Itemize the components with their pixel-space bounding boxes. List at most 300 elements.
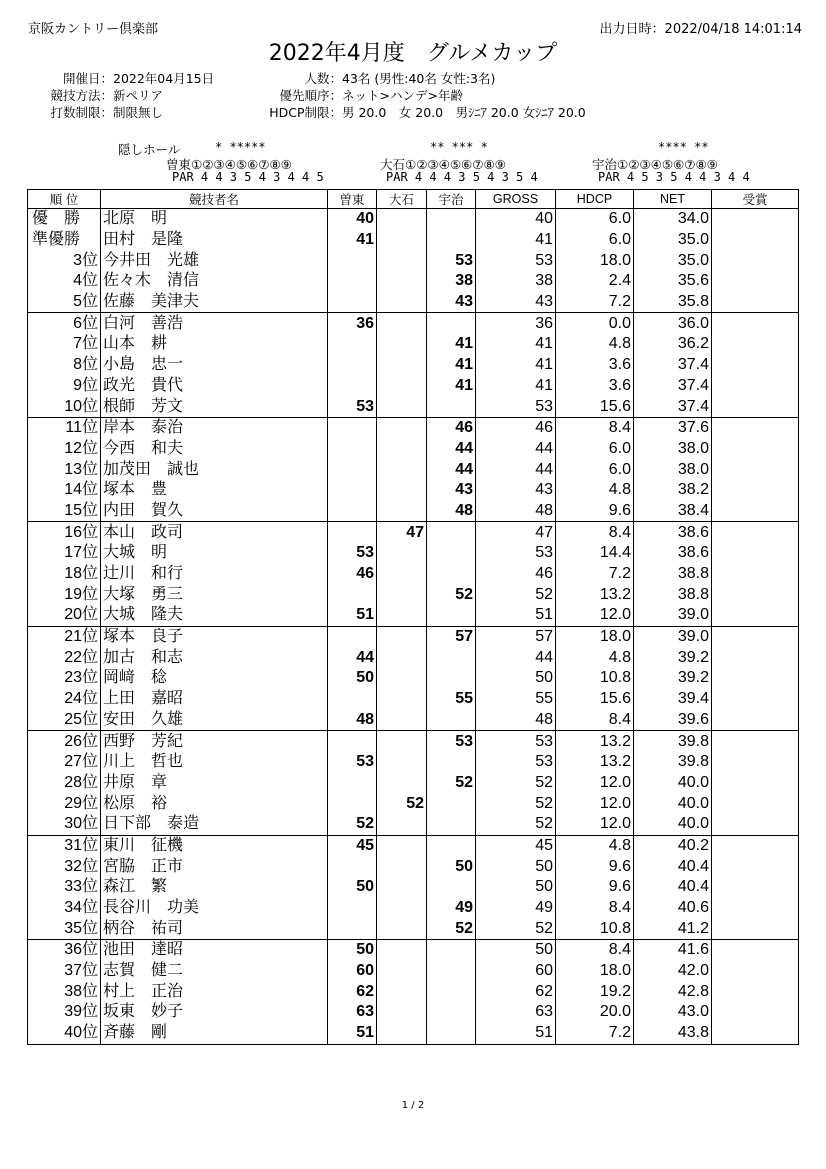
cell-net: 37.4 bbox=[634, 355, 712, 376]
cell-rank: 14位 bbox=[28, 480, 101, 501]
cell-rank: 4位 bbox=[28, 271, 101, 292]
cell-gross: 53 bbox=[476, 752, 556, 773]
cell-gross: 44 bbox=[476, 439, 556, 460]
cell-oishi bbox=[377, 981, 427, 1002]
cell-hdcp: 13.2 bbox=[556, 584, 634, 605]
cell-hdcp: 9.6 bbox=[556, 501, 634, 522]
cell-oishi bbox=[377, 856, 427, 877]
cell-gross: 52 bbox=[476, 793, 556, 814]
cell-name: 松原 裕 bbox=[101, 793, 328, 814]
cell-uji bbox=[427, 647, 476, 668]
cell-sone: 63 bbox=[328, 1002, 377, 1023]
cell-sone: 53 bbox=[328, 543, 377, 564]
cell-gross: 41 bbox=[476, 230, 556, 251]
cell-uji bbox=[427, 835, 476, 856]
cell-name: 塚本 良子 bbox=[101, 626, 328, 647]
cell-uji bbox=[427, 1023, 476, 1044]
results-table bbox=[27, 189, 799, 1045]
cell-oishi bbox=[377, 439, 427, 460]
table-row bbox=[28, 731, 799, 752]
cell-gross: 53 bbox=[476, 250, 556, 271]
cell-net: 35.0 bbox=[634, 250, 712, 271]
cell-net: 39.8 bbox=[634, 731, 712, 752]
cell-gross: 50 bbox=[476, 877, 556, 898]
cell-hdcp: 19.2 bbox=[556, 981, 634, 1002]
cell-name: 志賀 健二 bbox=[101, 961, 328, 982]
cell-uji bbox=[427, 605, 476, 626]
cell-uji: 52 bbox=[427, 918, 476, 939]
cell-sone bbox=[328, 355, 377, 376]
cell-hdcp: 8.4 bbox=[556, 417, 634, 438]
cell-uji: 41 bbox=[427, 376, 476, 397]
cell-rank: 37位 bbox=[28, 961, 101, 982]
table-row bbox=[28, 835, 799, 856]
cell-name: 日下部 泰造 bbox=[101, 814, 328, 835]
cell-name: 塚本 豊 bbox=[101, 480, 328, 501]
cell-gross: 50 bbox=[476, 940, 556, 961]
cell-oishi bbox=[377, 605, 427, 626]
cell-sone bbox=[328, 793, 377, 814]
cell-uji bbox=[427, 752, 476, 773]
cell-hdcp: 8.4 bbox=[556, 522, 634, 543]
cell-rank: 39位 bbox=[28, 1002, 101, 1023]
table-row bbox=[28, 918, 799, 939]
cell-net: 38.6 bbox=[634, 522, 712, 543]
cell-oishi bbox=[377, 1002, 427, 1023]
cell-gross: 52 bbox=[476, 584, 556, 605]
table-row bbox=[28, 961, 799, 982]
cell-award bbox=[712, 918, 799, 939]
cell-name: 大城 明 bbox=[101, 543, 328, 564]
table-row bbox=[28, 417, 799, 438]
cell-oishi bbox=[377, 898, 427, 919]
table-row bbox=[28, 501, 799, 522]
table-row bbox=[28, 940, 799, 961]
competition-method: 競技方法：新ペリア bbox=[50, 88, 164, 103]
table-row bbox=[28, 689, 799, 710]
cell-rank: 12位 bbox=[28, 439, 101, 460]
cell-award bbox=[712, 689, 799, 710]
cell-oishi bbox=[377, 835, 427, 856]
cell-rank: 32位 bbox=[28, 856, 101, 877]
cell-gross: 45 bbox=[476, 835, 556, 856]
cell-sone bbox=[328, 584, 377, 605]
cell-name: 森江 繁 bbox=[101, 877, 328, 898]
cell-gross: 49 bbox=[476, 898, 556, 919]
cell-name: 坂東 妙子 bbox=[101, 1002, 328, 1023]
table-row bbox=[28, 814, 799, 835]
cell-uji bbox=[427, 814, 476, 835]
cell-hdcp: 8.4 bbox=[556, 710, 634, 731]
cell-gross: 48 bbox=[476, 501, 556, 522]
table-row bbox=[28, 752, 799, 773]
cell-name: 大塚 勇三 bbox=[101, 584, 328, 605]
cell-gross: 40 bbox=[476, 209, 556, 230]
cell-hdcp: 7.2 bbox=[556, 1023, 634, 1044]
cell-hdcp: 13.2 bbox=[556, 752, 634, 773]
cell-oishi bbox=[377, 1023, 427, 1044]
cell-gross: 60 bbox=[476, 961, 556, 982]
cell-uji bbox=[427, 793, 476, 814]
cell-award bbox=[712, 835, 799, 856]
cell-uji bbox=[427, 710, 476, 731]
cell-award bbox=[712, 271, 799, 292]
cell-hdcp: 12.0 bbox=[556, 814, 634, 835]
col-header-oishi: 大石 bbox=[377, 190, 427, 209]
cell-net: 34.0 bbox=[634, 209, 712, 230]
table-row bbox=[28, 480, 799, 501]
col-header-net: NET bbox=[634, 190, 712, 209]
course-uji-par: PAR 4 5 3 5 4 4 3 4 4 bbox=[598, 170, 750, 184]
cell-hdcp: 18.0 bbox=[556, 961, 634, 982]
table-row bbox=[28, 1002, 799, 1023]
cell-oishi bbox=[377, 396, 427, 417]
cell-sone: 53 bbox=[328, 752, 377, 773]
cell-name: 東川 征機 bbox=[101, 835, 328, 856]
cell-oishi: 52 bbox=[377, 793, 427, 814]
cell-name: 辻川 和行 bbox=[101, 564, 328, 585]
cell-hdcp: 2.4 bbox=[556, 271, 634, 292]
cell-net: 40.0 bbox=[634, 814, 712, 835]
cell-rank: 10位 bbox=[28, 396, 101, 417]
cell-gross: 41 bbox=[476, 376, 556, 397]
course-sone-par: PAR 4 4 3 5 4 3 4 4 5 bbox=[172, 170, 324, 184]
cell-rank: 35位 bbox=[28, 918, 101, 939]
hidden-hole-stars-oishi: ** *** * bbox=[430, 140, 488, 154]
table-row bbox=[28, 710, 799, 731]
cell-net: 38.8 bbox=[634, 564, 712, 585]
cell-name: 加古 和志 bbox=[101, 647, 328, 668]
cell-gross: 52 bbox=[476, 773, 556, 794]
cell-award bbox=[712, 230, 799, 251]
cell-award bbox=[712, 856, 799, 877]
table-row bbox=[28, 459, 799, 480]
cell-award bbox=[712, 1023, 799, 1044]
cell-gross: 53 bbox=[476, 396, 556, 417]
cell-sone: 36 bbox=[328, 313, 377, 334]
cell-uji bbox=[427, 1002, 476, 1023]
cell-hdcp: 8.4 bbox=[556, 940, 634, 961]
cell-rank: 25位 bbox=[28, 710, 101, 731]
cell-oishi bbox=[377, 584, 427, 605]
cell-net: 35.8 bbox=[634, 292, 712, 313]
cell-uji bbox=[427, 564, 476, 585]
cell-net: 38.8 bbox=[634, 584, 712, 605]
cell-gross: 38 bbox=[476, 271, 556, 292]
cell-award bbox=[712, 647, 799, 668]
cell-name: 大城 隆夫 bbox=[101, 605, 328, 626]
cell-rank: 36位 bbox=[28, 940, 101, 961]
cell-net: 39.8 bbox=[634, 752, 712, 773]
cell-net: 35.6 bbox=[634, 271, 712, 292]
hidden-hole-label: 隠しホール bbox=[118, 142, 181, 157]
cell-uji bbox=[427, 961, 476, 982]
cell-name: 柄谷 祐司 bbox=[101, 918, 328, 939]
cell-award bbox=[712, 480, 799, 501]
cell-oishi bbox=[377, 752, 427, 773]
cell-oishi bbox=[377, 501, 427, 522]
cell-net: 40.2 bbox=[634, 835, 712, 856]
cell-net: 41.2 bbox=[634, 918, 712, 939]
cell-oishi bbox=[377, 334, 427, 355]
col-header-gross: GROSS bbox=[476, 190, 556, 209]
cell-oishi bbox=[377, 877, 427, 898]
cell-uji bbox=[427, 522, 476, 543]
cell-net: 37.4 bbox=[634, 396, 712, 417]
cell-gross: 46 bbox=[476, 564, 556, 585]
cell-net: 39.0 bbox=[634, 626, 712, 647]
cell-uji bbox=[427, 940, 476, 961]
cell-net: 39.6 bbox=[634, 710, 712, 731]
cell-award bbox=[712, 313, 799, 334]
cell-oishi bbox=[377, 480, 427, 501]
cell-name: 今井田 光雄 bbox=[101, 250, 328, 271]
cell-award bbox=[712, 940, 799, 961]
cell-net: 42.0 bbox=[634, 961, 712, 982]
cell-sone bbox=[328, 856, 377, 877]
cell-award bbox=[712, 334, 799, 355]
cell-rank: 24位 bbox=[28, 689, 101, 710]
cell-oishi bbox=[377, 710, 427, 731]
cell-name: 政光 貴代 bbox=[101, 376, 328, 397]
cell-uji: 53 bbox=[427, 731, 476, 752]
cell-oishi bbox=[377, 355, 427, 376]
table-row bbox=[28, 793, 799, 814]
cell-net: 40.4 bbox=[634, 877, 712, 898]
cell-award bbox=[712, 396, 799, 417]
cell-uji: 52 bbox=[427, 773, 476, 794]
cell-net: 37.6 bbox=[634, 417, 712, 438]
cell-gross: 44 bbox=[476, 647, 556, 668]
cell-name: 宮脇 正市 bbox=[101, 856, 328, 877]
cell-uji: 55 bbox=[427, 689, 476, 710]
cell-sone bbox=[328, 898, 377, 919]
cell-uji bbox=[427, 230, 476, 251]
cell-sone bbox=[328, 459, 377, 480]
cell-sone bbox=[328, 334, 377, 355]
cell-sone: 51 bbox=[328, 605, 377, 626]
cell-oishi bbox=[377, 543, 427, 564]
cell-award bbox=[712, 668, 799, 689]
cell-hdcp: 15.6 bbox=[556, 396, 634, 417]
table-row bbox=[28, 773, 799, 794]
cell-oishi bbox=[377, 292, 427, 313]
cell-rank: 31位 bbox=[28, 835, 101, 856]
cell-rank: 26位 bbox=[28, 731, 101, 752]
cell-award bbox=[712, 209, 799, 230]
cell-uji bbox=[427, 209, 476, 230]
cell-rank: 15位 bbox=[28, 501, 101, 522]
cell-award bbox=[712, 1002, 799, 1023]
cell-rank: 19位 bbox=[28, 584, 101, 605]
cell-oishi bbox=[377, 814, 427, 835]
cell-oishi bbox=[377, 918, 427, 939]
cell-hdcp: 0.0 bbox=[556, 313, 634, 334]
cell-name: 今西 和夫 bbox=[101, 439, 328, 460]
table-row bbox=[28, 355, 799, 376]
cell-hdcp: 4.8 bbox=[556, 835, 634, 856]
cell-sone bbox=[328, 480, 377, 501]
cell-award bbox=[712, 814, 799, 835]
cell-name: 井原 章 bbox=[101, 773, 328, 794]
cell-oishi bbox=[377, 668, 427, 689]
cell-net: 36.2 bbox=[634, 334, 712, 355]
cell-sone bbox=[328, 439, 377, 460]
table-row bbox=[28, 564, 799, 585]
cell-award bbox=[712, 501, 799, 522]
cell-hdcp: 4.8 bbox=[556, 647, 634, 668]
cell-rank: 23位 bbox=[28, 668, 101, 689]
cell-sone bbox=[328, 501, 377, 522]
cell-hdcp: 9.6 bbox=[556, 877, 634, 898]
cell-rank: 40位 bbox=[28, 1023, 101, 1044]
hidden-hole-stars-uji: **** ** bbox=[658, 140, 709, 154]
cell-name: 山本 耕 bbox=[101, 334, 328, 355]
cell-name: 本山 政司 bbox=[101, 522, 328, 543]
cell-uji: 44 bbox=[427, 439, 476, 460]
cell-gross: 52 bbox=[476, 814, 556, 835]
cell-net: 42.8 bbox=[634, 981, 712, 1002]
cell-uji bbox=[427, 313, 476, 334]
table-row bbox=[28, 376, 799, 397]
cell-net: 38.6 bbox=[634, 543, 712, 564]
cell-oishi bbox=[377, 313, 427, 334]
table-row bbox=[28, 856, 799, 877]
cell-rank: 13位 bbox=[28, 459, 101, 480]
cell-sone: 60 bbox=[328, 961, 377, 982]
cell-sone: 46 bbox=[328, 564, 377, 585]
cell-hdcp: 12.0 bbox=[556, 773, 634, 794]
cell-name: 小島 忠一 bbox=[101, 355, 328, 376]
cell-hdcp: 9.6 bbox=[556, 856, 634, 877]
cell-uji: 41 bbox=[427, 355, 476, 376]
cell-net: 40.0 bbox=[634, 773, 712, 794]
cell-net: 39.0 bbox=[634, 605, 712, 626]
cell-uji: 44 bbox=[427, 459, 476, 480]
cell-net: 43.0 bbox=[634, 1002, 712, 1023]
table-row bbox=[28, 584, 799, 605]
cell-oishi bbox=[377, 731, 427, 752]
cell-hdcp: 7.2 bbox=[556, 292, 634, 313]
cell-award bbox=[712, 292, 799, 313]
cell-rank: 8位 bbox=[28, 355, 101, 376]
cell-net: 37.4 bbox=[634, 376, 712, 397]
table-row bbox=[28, 981, 799, 1002]
cell-sone: 44 bbox=[328, 647, 377, 668]
cell-gross: 43 bbox=[476, 480, 556, 501]
cell-uji: 38 bbox=[427, 271, 476, 292]
cell-sone bbox=[328, 250, 377, 271]
page-number: 1 / 2 bbox=[401, 1100, 425, 1111]
cell-gross: 63 bbox=[476, 1002, 556, 1023]
cell-net: 40.0 bbox=[634, 793, 712, 814]
cell-hdcp: 6.0 bbox=[556, 209, 634, 230]
cell-award bbox=[712, 459, 799, 480]
cell-uji: 43 bbox=[427, 480, 476, 501]
cell-award bbox=[712, 605, 799, 626]
cell-rank: 21位 bbox=[28, 626, 101, 647]
cell-oishi bbox=[377, 647, 427, 668]
course-sone-holes: 曽東①②③④⑤⑥⑦⑧⑨ bbox=[166, 157, 292, 172]
cell-oishi bbox=[377, 271, 427, 292]
course-oishi-holes: 大石①②③④⑤⑥⑦⑧⑨ bbox=[380, 157, 506, 172]
cell-gross: 36 bbox=[476, 313, 556, 334]
cell-rank: 5位 bbox=[28, 292, 101, 313]
col-header-uji: 宇治 bbox=[427, 190, 476, 209]
table-row bbox=[28, 313, 799, 334]
table-row bbox=[28, 543, 799, 564]
cell-net: 40.6 bbox=[634, 898, 712, 919]
cell-sone bbox=[328, 918, 377, 939]
cell-hdcp: 6.0 bbox=[556, 459, 634, 480]
cell-net: 43.8 bbox=[634, 1023, 712, 1044]
cell-gross: 41 bbox=[476, 355, 556, 376]
table-header-row bbox=[28, 190, 799, 209]
cell-hdcp: 3.6 bbox=[556, 376, 634, 397]
cell-hdcp: 4.8 bbox=[556, 480, 634, 501]
cell-gross: 47 bbox=[476, 522, 556, 543]
cell-sone: 52 bbox=[328, 814, 377, 835]
cell-name: 田村 是隆 bbox=[101, 230, 328, 251]
stroke-limit: 打数制限：制限無し bbox=[50, 105, 164, 120]
cell-net: 38.0 bbox=[634, 439, 712, 460]
cell-award bbox=[712, 584, 799, 605]
cell-gross: 48 bbox=[476, 710, 556, 731]
cell-oishi bbox=[377, 230, 427, 251]
cell-sone bbox=[328, 292, 377, 313]
cell-hdcp: 6.0 bbox=[556, 230, 634, 251]
cell-name: 佐藤 美津夫 bbox=[101, 292, 328, 313]
cell-hdcp: 18.0 bbox=[556, 626, 634, 647]
table-row bbox=[28, 230, 799, 251]
cell-oishi bbox=[377, 689, 427, 710]
cell-name: 加茂田 誠也 bbox=[101, 459, 328, 480]
table-row bbox=[28, 271, 799, 292]
cell-net: 39.4 bbox=[634, 689, 712, 710]
cell-net: 36.0 bbox=[634, 313, 712, 334]
cell-hdcp: 14.4 bbox=[556, 543, 634, 564]
cell-uji bbox=[427, 396, 476, 417]
cell-uji: 53 bbox=[427, 250, 476, 271]
cell-hdcp: 15.6 bbox=[556, 689, 634, 710]
cell-net: 35.0 bbox=[634, 230, 712, 251]
cell-award bbox=[712, 626, 799, 647]
cell-uji: 49 bbox=[427, 898, 476, 919]
table-row bbox=[28, 1023, 799, 1044]
cell-net: 39.2 bbox=[634, 647, 712, 668]
cell-name: 川上 哲也 bbox=[101, 752, 328, 773]
cell-gross: 51 bbox=[476, 605, 556, 626]
cell-oishi bbox=[377, 376, 427, 397]
cell-rank: 20位 bbox=[28, 605, 101, 626]
cell-rank: 34位 bbox=[28, 898, 101, 919]
cell-uji: 48 bbox=[427, 501, 476, 522]
cell-name: 北原 明 bbox=[101, 209, 328, 230]
cell-hdcp: 10.8 bbox=[556, 918, 634, 939]
hdcp-limit: HDCP制限：男 20.0 女 20.0 男ｼﾆｱ 20.0 女ｼﾆｱ 20.0 bbox=[269, 105, 586, 120]
cell-award bbox=[712, 898, 799, 919]
col-header-hdcp: HDCP bbox=[556, 190, 634, 209]
cell-sone: 50 bbox=[328, 940, 377, 961]
cell-sone: 51 bbox=[328, 1023, 377, 1044]
cell-hdcp: 3.6 bbox=[556, 355, 634, 376]
results-body bbox=[28, 209, 799, 1045]
participant-count: 人数：43名 (男性:40名 女性:3名) bbox=[304, 71, 496, 86]
cell-award bbox=[712, 793, 799, 814]
table-row bbox=[28, 396, 799, 417]
cell-name: 岡﨑 稔 bbox=[101, 668, 328, 689]
cell-award bbox=[712, 543, 799, 564]
